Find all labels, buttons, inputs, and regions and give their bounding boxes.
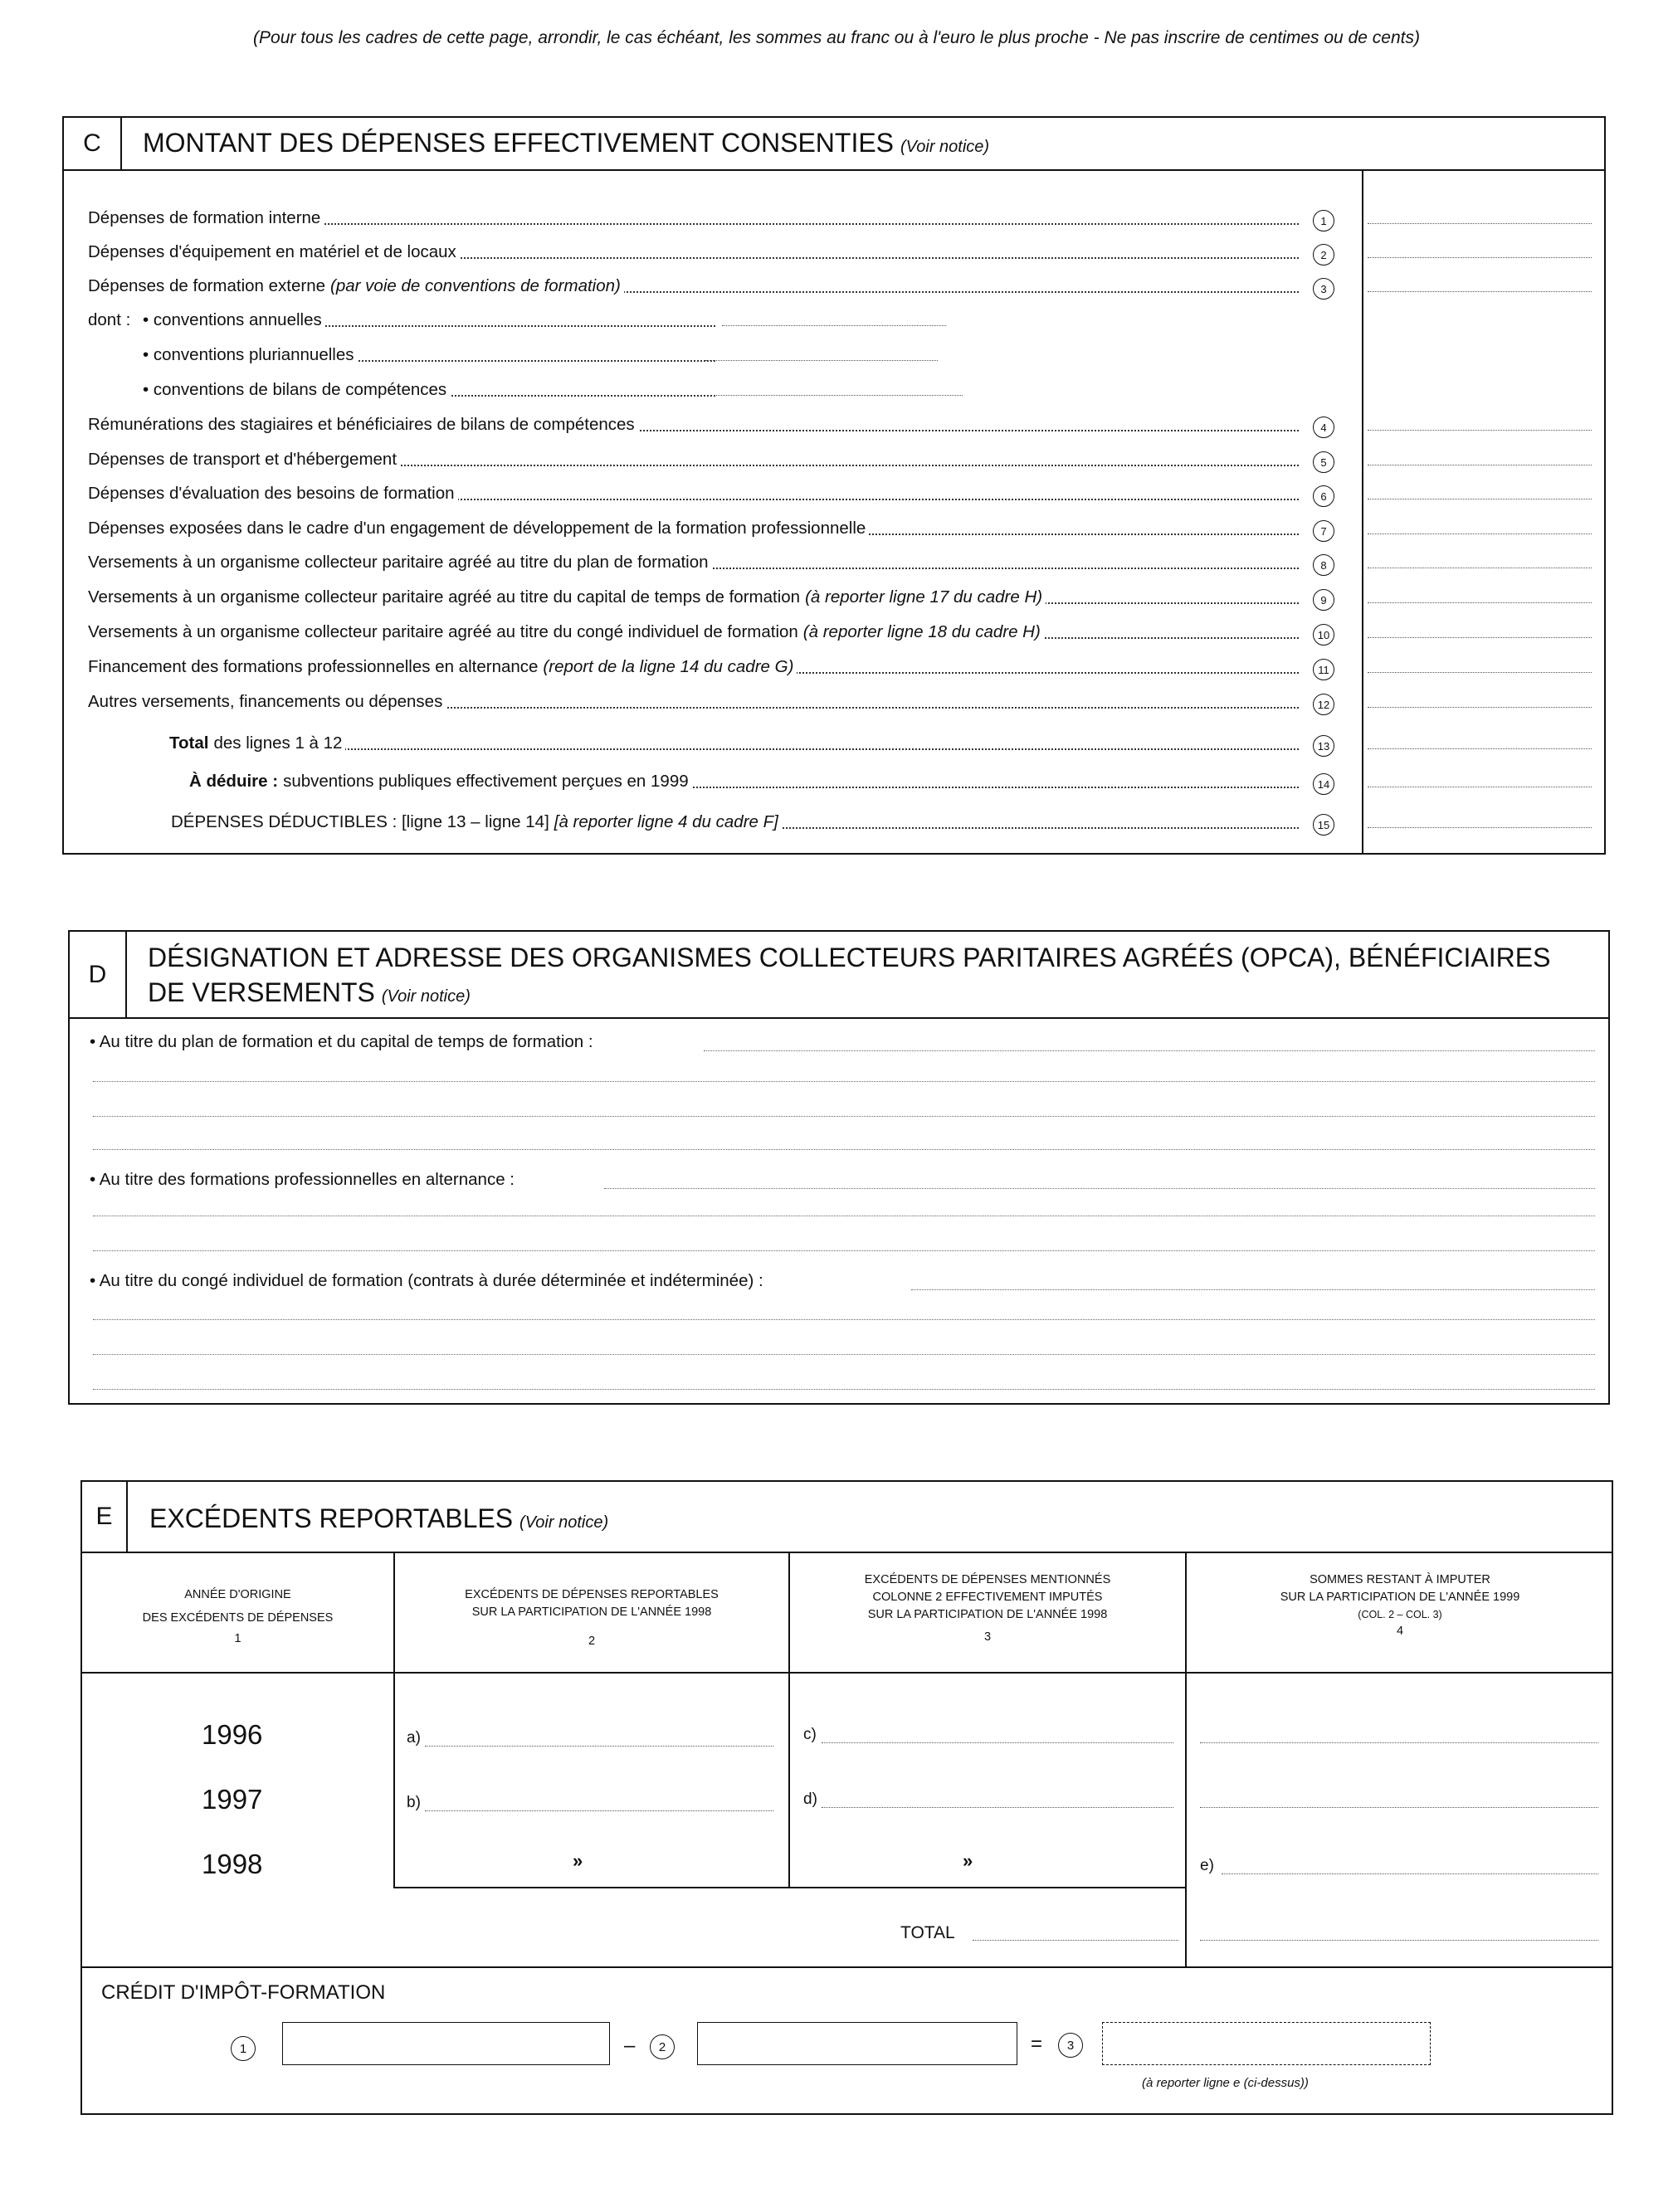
line-9-text xyxy=(88,587,1046,607)
line-1-text xyxy=(88,208,324,228)
line-3-text xyxy=(88,276,624,296)
line-8-text xyxy=(88,553,712,572)
section-d-title-line2-text: DE VERSEMENTS xyxy=(148,977,375,1007)
section-d-item-3-blank-line-2[interactable] xyxy=(93,1354,1595,1355)
line-9-number: 9 xyxy=(1313,589,1334,611)
label-e: e) xyxy=(1200,1857,1214,1874)
line-9 xyxy=(88,584,1299,611)
section-d-item-1-field[interactable] xyxy=(704,1050,1595,1051)
line-12 xyxy=(88,689,1299,715)
line-10-part-0: Versements à un organisme collecteur paritaire agréé au titre du congé individuel de formation xyxy=(88,622,798,641)
credit-report-note: (à reporter ligne e (ci-dessus)) xyxy=(1142,2076,1309,2090)
line-13-part-1: des lignes 1 à 12 xyxy=(213,733,343,753)
line-11-text xyxy=(88,657,797,677)
line-1-number: 1 xyxy=(1313,210,1334,231)
line-2-number: 2 xyxy=(1313,244,1334,266)
line-9-amount-field[interactable] xyxy=(1368,602,1592,603)
section-d-title-line1: DÉSIGNATION ET ADRESSE DES ORGANISMES COLLECTEURS PARITAIRES AGRÉÉS (OPCA), BÉNÉFICIAIRES xyxy=(148,943,1551,972)
col3-header-num: 3 xyxy=(983,1630,992,1644)
credit-num-3: 3 xyxy=(1058,2033,1083,2058)
section-d-item-3-blank-line-3[interactable] xyxy=(93,1389,1595,1390)
line-11-amount-field[interactable] xyxy=(1368,672,1592,673)
section-d-item-1-blank-line-3[interactable] xyxy=(93,1149,1595,1150)
line-4-part-0: Rémunérations des stagiaires et bénéficiaires de bilans de compétences xyxy=(88,415,635,434)
section-c-header-rule xyxy=(62,169,1606,171)
line-13-number: 13 xyxy=(1313,735,1334,757)
line-15-number: 15 xyxy=(1313,814,1334,836)
line-14-text xyxy=(189,772,692,792)
line-3 xyxy=(88,273,1299,300)
section-e-letter: E xyxy=(82,1482,128,1552)
dont-label-text: dont : xyxy=(88,310,134,330)
label-d: d) xyxy=(803,1791,817,1808)
line-7-number: 7 xyxy=(1313,520,1334,542)
section-d-item-2-blank-line-2[interactable] xyxy=(93,1250,1595,1251)
section-d-item-1: • Au titre du plan de formation et du capital de temps de formation : xyxy=(90,1032,597,1052)
line-8-number: 8 xyxy=(1313,554,1334,576)
line-2-text xyxy=(88,242,460,262)
line-13-text xyxy=(169,733,345,753)
line-14-number: 14 xyxy=(1313,773,1334,795)
line-3-part-0: Dépenses de formation externe xyxy=(88,276,326,295)
field-col4-1997[interactable] xyxy=(1200,1807,1598,1808)
col3-header-line3: SUR LA PARTICIPATION DE L'ANNÉE 1998 xyxy=(867,1608,1108,1621)
label-a: a) xyxy=(407,1729,421,1747)
col4-header-line1: SOMMES RESTANT À IMPUTER xyxy=(1310,1573,1490,1586)
col3-header-line2: COLONNE 2 EFFECTIVEMENT IMPUTÉS xyxy=(872,1591,1103,1604)
section-c-amount-column-rule xyxy=(1362,169,1363,855)
line-12-number: 12 xyxy=(1313,694,1334,715)
col2-header-line2: SUR LA PARTICIPATION DE L'ANNÉE 1998 xyxy=(471,1605,712,1619)
section-d-item-3-field[interactable] xyxy=(911,1289,1595,1290)
credit-num-1: 1 xyxy=(231,2036,256,2061)
credit-minus: – xyxy=(624,2034,636,2057)
section-e-notice: (Voir notice) xyxy=(519,1513,609,1532)
credit-equals: = xyxy=(1031,2033,1043,2055)
col1-header xyxy=(82,1586,393,1648)
line-15-amount-field[interactable] xyxy=(1368,827,1592,828)
sub-line-2 xyxy=(143,342,715,368)
line-2-part-0: Dépenses d'équipement en matériel et de locaux xyxy=(88,242,456,261)
section-c-title xyxy=(143,128,989,158)
line-9-part-0: Versements à un organisme collecteur paritaire agréé au titre du capital de temps de formation xyxy=(88,587,801,607)
field-c[interactable] xyxy=(822,1742,1173,1743)
line-1-amount-field[interactable] xyxy=(1368,223,1592,224)
sub-line-3-amount-field[interactable] xyxy=(714,395,963,396)
col1-header-line2: DES EXCÉDENTS DE DÉPENSES xyxy=(142,1611,334,1625)
line-13-part-0: Total xyxy=(169,733,209,753)
year-1997: 1997 xyxy=(202,1784,263,1815)
sub-line-2-text: • conventions pluriannuelles xyxy=(143,345,357,365)
line-7-text xyxy=(88,519,869,538)
section-e-title xyxy=(149,1503,608,1534)
line-12-amount-field[interactable] xyxy=(1368,707,1592,708)
credit-box-3[interactable] xyxy=(1102,2022,1431,2065)
col3-header xyxy=(790,1571,1185,1646)
line-5-part-0: Dépenses de transport et d'hébergement xyxy=(88,450,398,469)
field-b[interactable] xyxy=(425,1810,773,1811)
line-11 xyxy=(88,654,1299,680)
line-13-amount-field[interactable] xyxy=(1368,748,1592,749)
section-d-letter: D xyxy=(70,932,127,1017)
line-4 xyxy=(88,412,1299,438)
line-2 xyxy=(88,239,1299,266)
field-e[interactable] xyxy=(1222,1873,1598,1874)
section-d-notice: (Voir notice) xyxy=(381,987,471,1006)
col2-header-num: 2 xyxy=(588,1635,596,1648)
line-7 xyxy=(88,515,1299,542)
section-c-letter: C xyxy=(64,118,122,169)
credit-title: CRÉDIT D'IMPÔT-FORMATION xyxy=(101,1981,386,2004)
col2-header-line1: EXCÉDENTS DE DÉPENSES REPORTABLES xyxy=(465,1588,719,1601)
credit-box-1[interactable] xyxy=(282,2022,610,2065)
sub-line-2-amount-field[interactable] xyxy=(705,360,938,361)
section-d-item-1-blank-line-2[interactable] xyxy=(93,1116,1595,1117)
line-11-part-0: Financement des formations professionnelles en alternance xyxy=(88,657,539,676)
label-c: c) xyxy=(803,1726,817,1743)
col4-header-line2: SUR LA PARTICIPATION DE L'ANNÉE 1999 xyxy=(1280,1591,1520,1604)
line-9-part-1: (à reporter ligne 17 du cadre H) xyxy=(805,587,1043,607)
section-d-item-2-field[interactable] xyxy=(604,1188,1595,1189)
section-d-header-rule xyxy=(68,1017,1610,1019)
line-5 xyxy=(88,446,1299,473)
field-a[interactable] xyxy=(425,1746,773,1747)
section-e-colhead-rule xyxy=(80,1672,1613,1674)
top-note: (Pour tous les cadres de cette page, arrondir, le cas échéant, les sommes au franc ou à l'euro le plus proche - Ne pas inscrire de centimes ou de cents) xyxy=(253,28,1420,47)
line-8-part-0: Versements à un organisme collecteur paritaire agréé au titre du plan de formation xyxy=(88,553,709,572)
line-3-amount-field[interactable] xyxy=(1368,291,1592,292)
line-10 xyxy=(88,619,1299,646)
line-4-amount-field[interactable] xyxy=(1368,430,1592,431)
line-15-text xyxy=(171,812,782,832)
line-10-text xyxy=(88,622,1044,642)
sub-line-1 xyxy=(143,307,715,334)
section-c-notice: (Voir notice) xyxy=(900,138,990,156)
section-d-item-2: • Au titre des formations professionnelles en alternance : xyxy=(90,1170,518,1190)
sub-line-3-text: • conventions de bilans de compétences xyxy=(143,380,450,400)
line-12-text xyxy=(88,692,446,712)
line-5-number: 5 xyxy=(1313,451,1334,473)
field-d[interactable] xyxy=(822,1807,1173,1808)
sub-line-3 xyxy=(143,377,715,403)
col2-header xyxy=(395,1586,788,1650)
line-10-part-1: (à reporter ligne 18 du cadre H) xyxy=(802,622,1041,641)
section-e-rows-bottom-rule xyxy=(393,1887,1185,1888)
credit-box-2[interactable] xyxy=(697,2022,1017,2065)
line-10-number: 10 xyxy=(1313,624,1334,646)
sub-line-1-text: • conventions annuelles xyxy=(143,310,325,330)
line-12-part-0: Autres versements, financements ou dépenses xyxy=(88,692,443,711)
section-e-title-text: EXCÉDENTS REPORTABLES xyxy=(149,1503,514,1533)
section-e-total-rule xyxy=(80,1966,1613,1968)
quote-col2: » xyxy=(573,1850,583,1871)
section-d-item-3-blank-line-1[interactable] xyxy=(93,1319,1595,1320)
line-7-part-0: Dépenses exposées dans le cadre d'un engagement de développement de la formation professionnelle xyxy=(88,519,866,538)
line-15-part-0: DÉPENSES DÉDUCTIBLES : [ligne 13 – ligne 14] xyxy=(171,812,549,831)
line-6-text xyxy=(88,484,458,504)
line-13 xyxy=(169,730,1299,757)
line-14-part-0: À déduire : xyxy=(189,772,279,791)
line-2-amount-field[interactable] xyxy=(1368,257,1592,258)
line-6-part-0: Dépenses d'évaluation des besoins de formation xyxy=(88,484,455,503)
total-label: TOTAL xyxy=(900,1923,955,1942)
line-14 xyxy=(189,768,1299,795)
year-1998: 1998 xyxy=(202,1849,263,1879)
col1-header-num: 1 xyxy=(234,1632,241,1645)
total-leader xyxy=(973,1940,1178,1941)
field-col4-1996[interactable] xyxy=(1200,1742,1598,1743)
line-5-text xyxy=(88,450,400,470)
line-6 xyxy=(88,480,1299,507)
section-d-item-3: • Au titre du congé individuel de formation (contrats à durée déterminée et indéterminée) : xyxy=(90,1271,767,1291)
line-4-text xyxy=(88,415,638,435)
col1-header-line1: ANNÉE D'ORIGINE xyxy=(184,1588,291,1601)
field-total[interactable] xyxy=(1200,1940,1598,1941)
line-8 xyxy=(88,549,1299,576)
line-4-number: 4 xyxy=(1313,417,1334,438)
line-3-part-1: (par voie de conventions de formation) xyxy=(330,276,621,295)
line-6-number: 6 xyxy=(1313,485,1334,507)
year-1996: 1996 xyxy=(202,1719,263,1750)
section-c-title-text: MONTANT DES DÉPENSES EFFECTIVEMENT CONSENTIES xyxy=(143,128,895,158)
line-11-part-1: (report de la ligne 14 du cadre G) xyxy=(543,657,794,676)
line-15 xyxy=(171,809,1299,836)
col4-header-num: 4 xyxy=(1396,1625,1404,1638)
line-14-part-1: subventions publiques effectivement perçues en 1999 xyxy=(283,772,689,791)
line-3-number: 3 xyxy=(1313,278,1334,300)
quote-col3: » xyxy=(963,1850,973,1871)
line-11-number: 11 xyxy=(1313,659,1334,680)
credit-num-2: 2 xyxy=(650,2034,675,2059)
sub-line-1-amount-field[interactable] xyxy=(722,325,946,326)
col4-header-line3: (COL. 2 – COL. 3) xyxy=(1358,1609,1442,1620)
line-10-amount-field[interactable] xyxy=(1368,637,1592,638)
section-d-item-1-blank-line-1[interactable] xyxy=(93,1081,1595,1082)
line-15-part-1: [à reporter ligne 4 du cadre F] xyxy=(554,812,778,831)
line-1-part-0: Dépenses de formation interne xyxy=(88,208,321,227)
col3-header-line1: EXCÉDENTS DE DÉPENSES MENTIONNÉS xyxy=(864,1573,1111,1586)
section-d-title-line2 xyxy=(148,977,471,1008)
line-1 xyxy=(88,205,1299,231)
col4-header xyxy=(1187,1571,1613,1640)
label-b: b) xyxy=(407,1794,421,1811)
section-e-header-rule xyxy=(80,1552,1613,1553)
